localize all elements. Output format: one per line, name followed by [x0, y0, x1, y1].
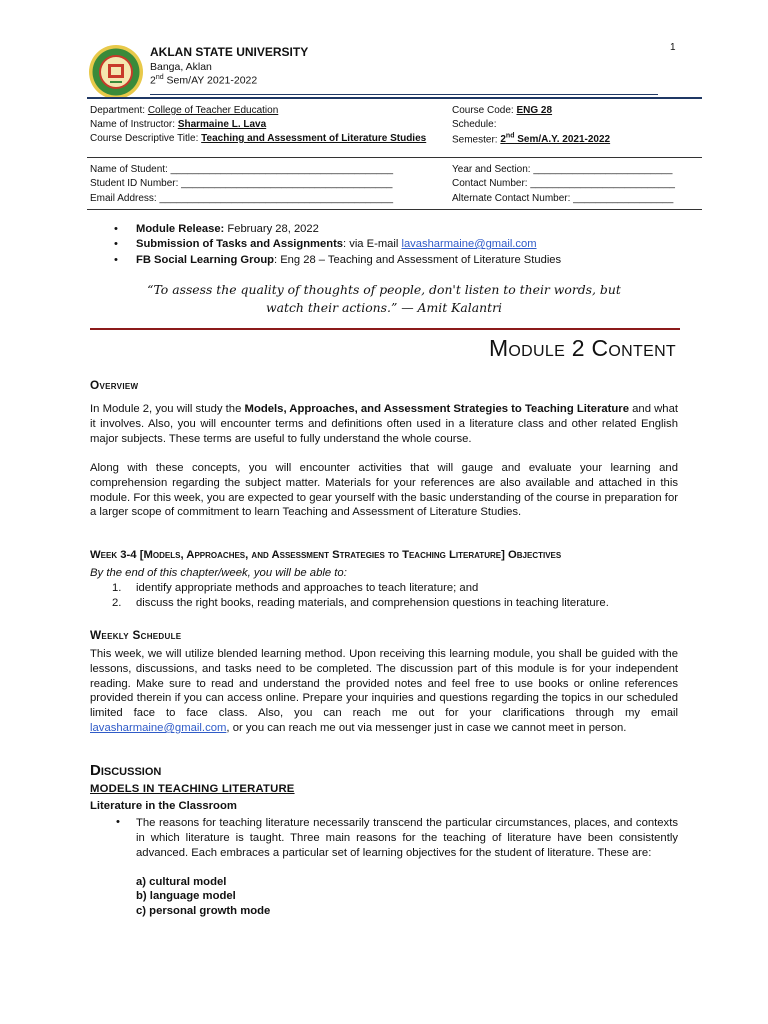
info-rule: [87, 157, 702, 158]
department-line: Department: College of Teacher Education: [90, 105, 279, 116]
literature-classroom-heading: Literature in the Classroom: [90, 800, 237, 812]
header-rule-thin: [150, 94, 658, 95]
discussion-heading: Discussion: [90, 762, 162, 779]
email-address-field: Email Address: __________________________________________: [90, 193, 394, 204]
bullet-dot-icon: •: [114, 254, 118, 266]
student-name-field: Name of Student: ________________________________________: [90, 164, 394, 175]
discussion-bullet-text: The reasons for teaching literature necessarily transcend the particular circumstances, places, and contexts in which literature is taught. Three main reasons for the teaching of literature have been consistently advanced. Each embraces a particular set of learning objectives for the student of literature. These are:: [136, 817, 678, 859]
instructor-line: Name of Instructor: Sharmaine L. Lava: [90, 119, 267, 130]
schedule-line: Schedule:: [452, 119, 497, 130]
quote-rule: [90, 328, 680, 330]
bullet-dot-icon: •: [116, 816, 120, 828]
list-item: b) language model: [136, 890, 236, 902]
models-heading: MODELS IN TEACHING LITERATURE: [90, 783, 295, 795]
bullet-dot-icon: •: [114, 238, 118, 250]
list-item: c) personal growth mode: [136, 905, 271, 917]
term-line: 2nd Sem/AY 2021-2022: [150, 74, 258, 87]
student-id-field: Student ID Number: ______________________________________: [90, 178, 393, 189]
quote-line-1: “To assess the quality of thoughts of people, don't listen to their words, but: [147, 282, 621, 297]
email-link[interactable]: lavasharmaine@gmail.com: [401, 238, 537, 250]
student-rule: [87, 209, 702, 210]
year-section-field: Year and Section: _________________________: [452, 164, 673, 175]
course-code-line: Course Code: ENG 28: [452, 105, 553, 116]
overview-paragraph-1: In Module 2, you will study the Models, Approaches, and Assessment Strategies to Teaching Literature and what it involves. Also, you will encounter terms and definitions often used in a literature class and other related English major subjects. These terms are useful to fully understand the whole course.: [90, 403, 678, 445]
list-item: • Module Release: February 28, 2022: [114, 223, 319, 235]
email-link[interactable]: lavasharmaine@gmail.com: [90, 721, 227, 734]
header-rule-thick: [87, 97, 702, 99]
bullet-dot-icon: •: [114, 223, 118, 235]
schedule-heading: Weekly Schedule: [90, 628, 182, 642]
contact-number-field: Contact Number: __________________________: [452, 178, 675, 189]
university-name: AKLAN STATE UNIVERSITY: [150, 45, 309, 59]
schedule-paragraph: This week, we will utilize blended learning method. Upon receiving this learning module, you shall be guided with the lessons, discussions, and tasks need to be completed. The discussion part of this module is for your independent reading. Make sure to read and understand the provided notes and feel free to use books or online references provided therein if you can access online. Prepare your inquiries and questions regarding the topics in our scheduled limited face to face class. Also, you can reach me out for your clarifications through my email lavasharmaine@gmail.com, or you can reach me out via messenger just in case we cannot meet in person.: [90, 648, 678, 734]
university-seal-icon: [88, 44, 144, 100]
overview-paragraph-2: Along with these concepts, you will encounter activities that will gauge and evaluate your learning and comprehension regarding the subject matter. Materials for your references are also available and attached in this module. For this week, you are expected to gear yourself with the basic understanding of the course in preparation for a larger scope of commitment to learn Teaching and Assessment of Literature Studies.: [90, 462, 678, 519]
alt-contact-field: Alternate Contact Number: __________________: [452, 193, 674, 204]
page-number: 1: [670, 42, 676, 53]
list-item: a) cultural model: [136, 876, 227, 888]
university-location: Banga, Aklan: [150, 61, 212, 73]
list-item: • Submission of Tasks and Assignments: via E-mail lavasharmaine@gmail.com: [114, 238, 537, 250]
objectives-heading: Week 3-4 [Models, Approaches, and Assessment Strategies to Teaching Literature] Objectives: [90, 549, 562, 561]
list-item: • FB Social Learning Group: Eng 28 – Teaching and Assessment of Literature Studies: [114, 254, 562, 266]
overview-heading: Overview: [90, 378, 139, 392]
page-title: Module 2 Content: [488, 335, 676, 361]
quote-line-2: watch their actions.” — Amit Kalantri: [266, 300, 502, 315]
list-item: 1. identify appropriate methods and approaches to teach literature; and: [112, 582, 479, 594]
course-title-line: Course Descriptive Title: Teaching and Assessment of Literature Studies: [90, 133, 427, 144]
list-item: 2. discuss the right books, reading materials, and comprehension questions in teaching literature.: [112, 597, 609, 609]
objectives-intro: By the end of this chapter/week, you will be able to:: [90, 567, 347, 579]
semester-line: Semester: 2nd Sem/A.Y. 2021-2022: [452, 133, 611, 146]
